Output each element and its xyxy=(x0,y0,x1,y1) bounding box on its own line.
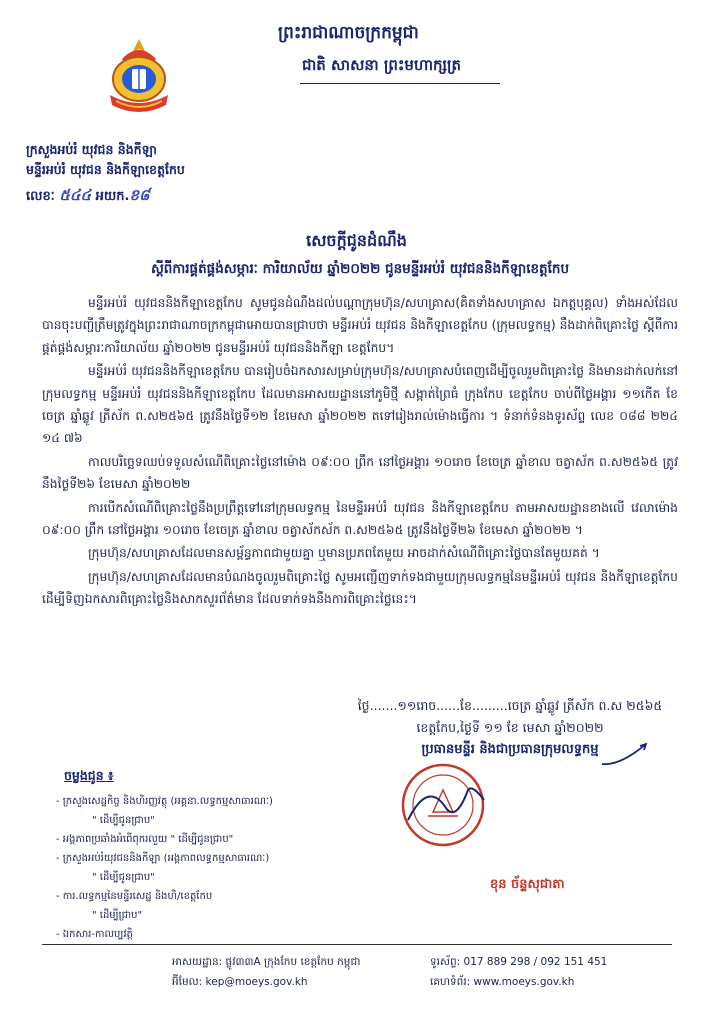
copy-to-item: " ដើម្បីជូនជ្រាប" xyxy=(92,815,155,826)
copy-to-item: " ដើម្បីជូនជ្រាប" xyxy=(92,872,155,883)
copy-to-item: - ក្រសួងអប់រំយុវជននិងកីឡា (អង្គភាពលទ្ធកម្មសាធារណៈ) xyxy=(56,853,270,864)
copy-to-item: " ដើម្បីជ្រាប" xyxy=(92,910,143,921)
chair-title: ប្រធានមន្ទីរ និងជាប្រធានក្រុមលទ្ធកម្ម xyxy=(421,742,599,757)
body-paragraph: មន្ទីរអប់រំ យុវជននិងកីឡាខេត្តកែប សូមជូនដំណឹងដល់បណ្តាក្រុមហ៊ុន/សហគ្រាស(គិតទាំងសហគ្រាស ឯកត្តបុគ្គល) ទាំងអស់ដែលបានចុះបញ្ជីត្រឹមត្រូវក្នុងព្រះរាជាណាចក្រកម្ពុជាអោយបានជ្រាបថា មន្ទីរអប់រំ យុវជន និងកីឡាខេត្តកែប (ក្រុមលទ្ធកម្ម) នឹងដាក់ពិគ្រោះថ្លៃ ស្តីពីការផ្គត់ផ្គង់សម្ភារៈការិយាល័យ ឆ្នាំ២០២២ ជូនមន្ទីរអប់រំ យុវជននិងកីឡា ខេត្តកែប។ xyxy=(42,296,678,355)
reference-label: លេខៈ xyxy=(26,189,55,204)
phone-value: 017 889 298 / 092 151 451 xyxy=(463,956,608,968)
national-motto: ជាតិ សាសនា ព្រះមហាក្សត្រ xyxy=(302,56,461,74)
body-paragraph: កាលបរិច្ឆេទឈប់ទទួលសំណើពិគ្រោះថ្លៃនៅម៉ោង ០៩:០០ ព្រឹក នៅថ្ងៃអង្គារ ១០រោច ខែចេត្រ ឆ្នាំខាល ចត្វាស័ក ព.ស២៥៦៥ ត្រូវនឹងថ្ងៃទី២៦ ខែមេសា ឆ្នាំ២០២២ xyxy=(42,454,678,492)
copy-to-item: - អង្គភាពប្រឆាំងអំពើពុករលួយ " ដើម្បីជូនជ្រាប" xyxy=(56,834,234,845)
footer-right xyxy=(430,952,607,992)
department-name: មន្ទីរអប់រំ យុវជន និងកីឡាខេត្តកែប xyxy=(26,162,185,177)
footer-divider xyxy=(42,944,672,945)
copy-to-title: ចម្លងជូន ៖ xyxy=(64,768,114,783)
motto-divider xyxy=(300,83,500,84)
document-body xyxy=(42,292,678,612)
copy-to-item: - ក្រសួងសេដ្ឋកិច្ច និងហិរញ្ញវត្ថុ (អគ្គនា.លទ្ធកម្មសាធារណៈ) xyxy=(56,796,273,807)
website-value: www.moeys.gov.kh xyxy=(473,976,575,988)
document-subject: ស្តីពីការផ្គត់ផ្គង់សម្ភារៈ ការិយាល័យ ឆ្នាំ២០២២ ជូនមន្ទីរអប់រំ យុវជននិងកីឡាខេត្តកែប xyxy=(150,261,570,277)
solar-date: ខេត្តកែប,ថ្ងៃទី ១១ ខែ មេសា ឆ្នាំ២០២២ xyxy=(416,720,604,735)
reference-number: ៥៤៤ xyxy=(59,186,92,204)
body-paragraph: មន្ទីរអប់រំ យុវជននិងកីឡាខេត្តកែប បានរៀបចំឯកសារសម្រាប់ក្រុមហ៊ុន/សហគ្រាសបំពេញដើម្បីចូលរួមពិគ្រោះថ្លៃ និងមានដាក់លក់នៅក្រុមលទ្ធកម្ម មន្ទីរអប់រំ យុវជននិងកីឡាខេត្តកែប ដែលមានអាសយដ្ឋាននៅភូមិថ្មី សង្កាត់ព្រៃធំ ក្រុងកែប ខេត្តកែប ចាប់ពីថ្ងៃអង្គារ ១១កើត ខែចេត្រ ឆ្នាំឆ្លូវ ត្រីស័ក ព.ស២៥៦៥ ត្រូវនឹងថ្ងៃទី១២ ខែមេសា ឆ្នាំ២០២២ តទៅរៀងរាល់ម៉ោងធ្វើការ ។ ទំនាក់ទំនងទូរស័ព្ទ លេខ ០៨៨ ២២៤ ១៤ ៧៦ xyxy=(42,364,678,446)
signature-mark-icon xyxy=(600,740,650,770)
reference-suffix: អយក. xyxy=(95,189,130,204)
ministry-name: ក្រសួងអប់រំ យុវជន និងកីឡា xyxy=(26,142,157,157)
footer-left xyxy=(172,952,360,992)
document-title: សេចក្តីជូនដំណឹង xyxy=(306,231,407,250)
copy-to-list xyxy=(56,792,273,944)
body-paragraph: ការបើកសំណើពិគ្រោះថ្លៃនឹងប្រព្រឹត្តទៅនៅក្រុមលទ្ធកម្ម នៃមន្ទីរអប់រំ យុវជន និងកីឡាខេត្តកែប តាមអាសយដ្ឋានខាងលើ វេលាម៉ោង ០៩:០០ ព្រឹក នៅថ្ងៃអង្គារ ១០រោច ខែចេត្រ ឆ្នាំខាល ចត្វាស័កស័ក ព.ស២៥៦៥ ត្រូវនឹងថ្ងៃទី២៦ ខែមេសា ឆ្នាំ២០២២ ។ xyxy=(42,500,678,538)
lunar-date: ថ្ងៃ.......១១រោច......ខែ.........ចេត្រ ឆ្នាំឆ្លូវ ត្រីស័ក ព.ស ២៥៦៥ xyxy=(357,698,663,713)
body-paragraph: ក្រុមហ៊ុន/សហគ្រាសដែលមានបំណងចូលរួមពិគ្រោះថ្លៃ សូមអញ្ជើញទាក់ទងជាមួយក្រុមលទ្ធកម្មនៃមន្ទីរអប់រំ យុវជន និងកីឡាខេត្តកែបដើម្បីទិញឯកសារពិគ្រោះថ្លៃនិងសាកសួរព័ត៌មាន ដែលទាក់ទងនឹងការពិគ្រោះថ្លៃនេះ។ xyxy=(42,569,678,607)
reference-code: ខ៨ xyxy=(129,186,150,204)
signer-name: ខុន ច័ន្ទសុជាតា xyxy=(490,877,565,892)
ministry-emblem-icon xyxy=(100,35,178,123)
official-seal-icon xyxy=(398,760,488,850)
phone-label: ទូរស័ព្ទ: xyxy=(430,956,461,968)
copy-to-item: - ការ.លទ្ធកម្មនៃមន្ទីរសេដ្ឋ និងហិ/ខេត្តកែប xyxy=(56,891,213,902)
reference-line xyxy=(26,186,150,208)
address-label: អាសយដ្ឋាន: xyxy=(172,956,223,968)
website-label: គេហទំព័រ: xyxy=(430,976,471,988)
kingdom-heading: ព្រះរាជាណាចក្រកម្ពុជា xyxy=(278,23,419,43)
email-label: អ៊ីមែល: xyxy=(172,976,203,988)
body-paragraph: ក្រុមហ៊ុន/សហគ្រាសដែលមានសម្ព័ន្ធភាពជាមួយគ្នា ឬមានប្រភពតែមួយ អាចដាក់សំណើពិគ្រោះថ្លៃបានតែមួយគត់ ។ xyxy=(88,546,600,561)
email-value: kep@moeys.gov.kh xyxy=(205,976,308,988)
address-value: ផ្លូវ៣៣A ក្រុងកែប ខេត្តកែប កម្ពុជា xyxy=(225,956,361,968)
copy-to-item: - ឯកសារ-កាលប្បវត្តិ xyxy=(56,929,133,940)
